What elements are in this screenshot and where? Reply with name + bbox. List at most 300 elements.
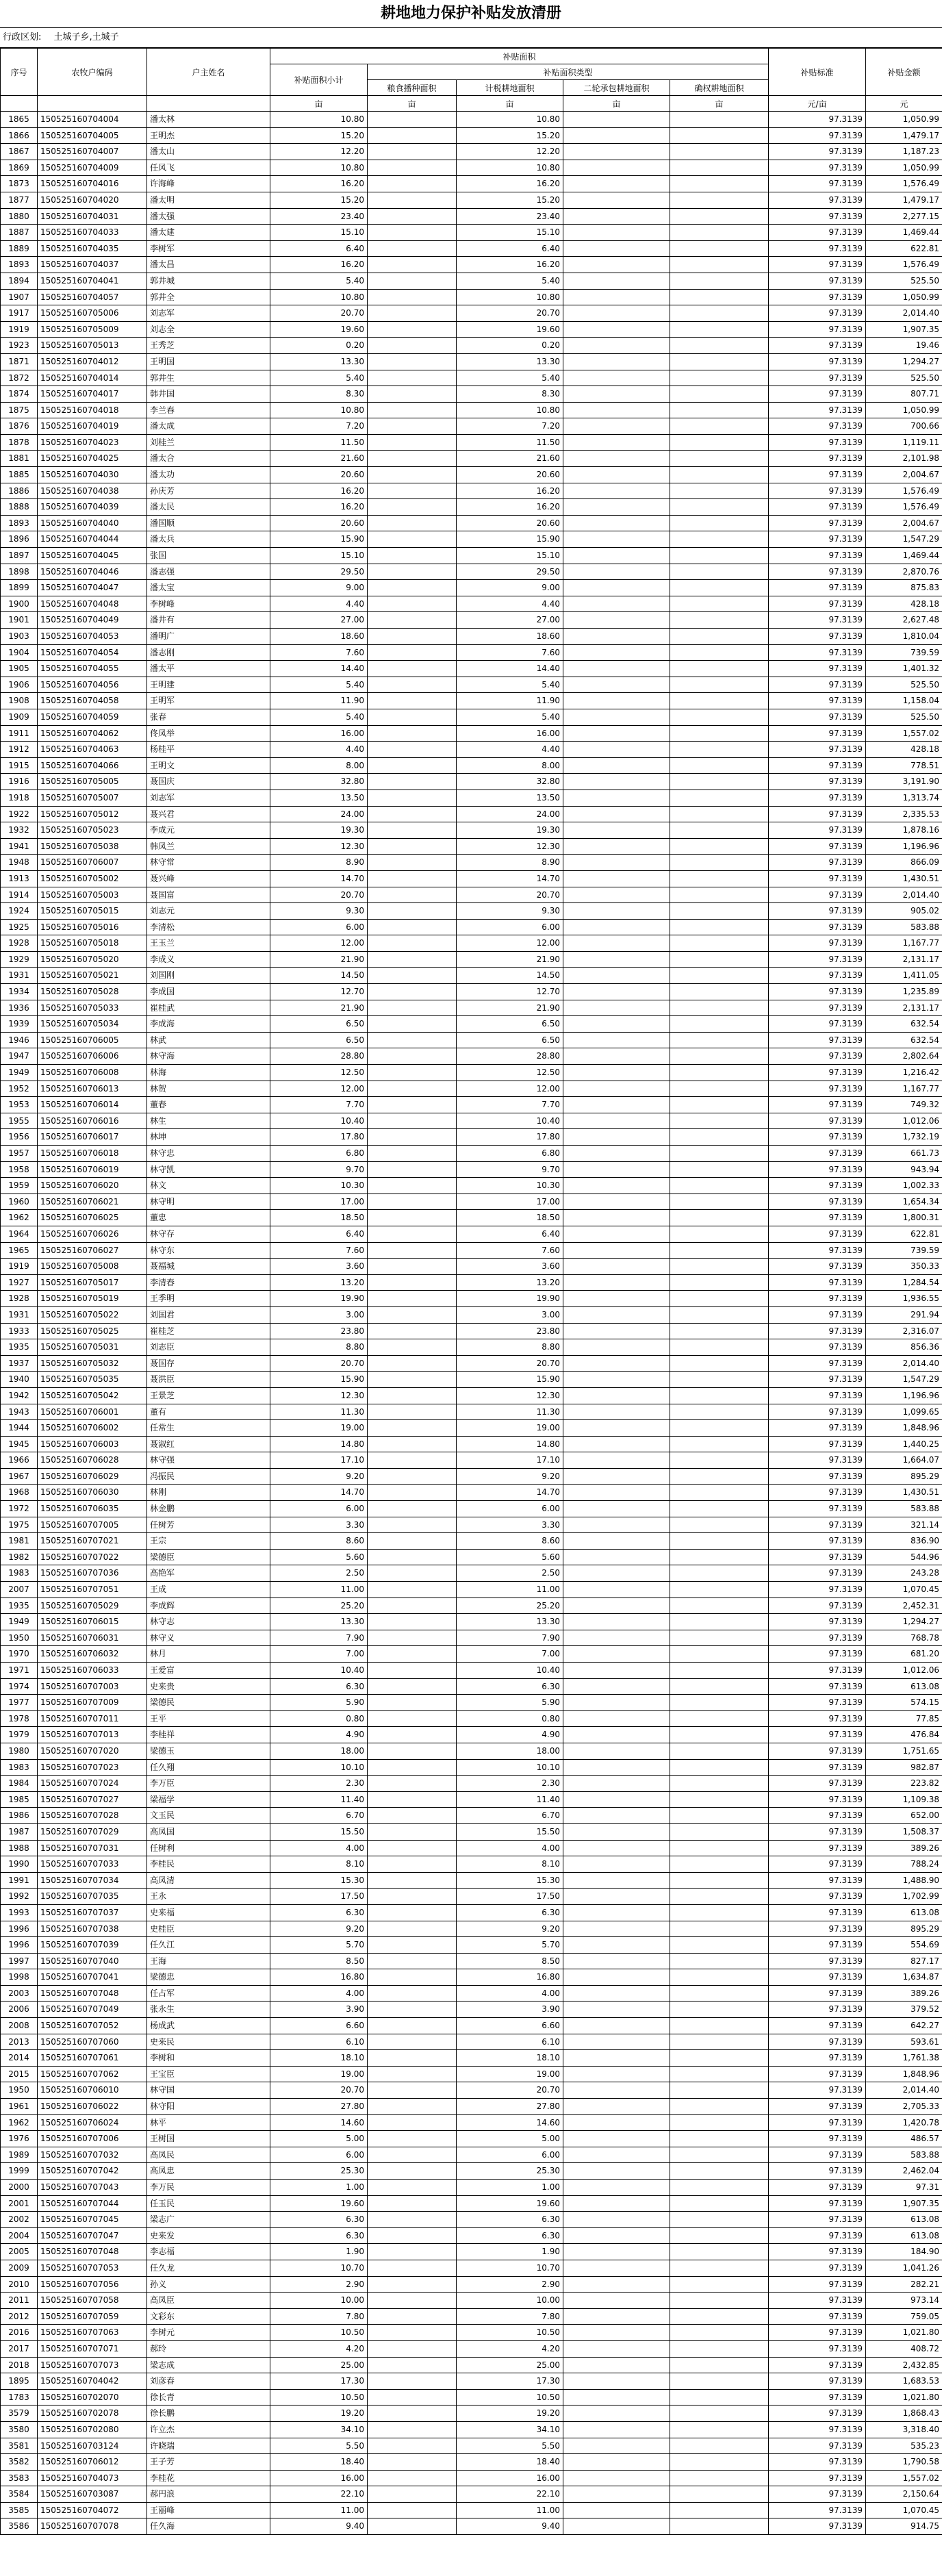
cell-seq: 1970: [1, 1646, 38, 1663]
cell-confirmed-area: [670, 1097, 769, 1113]
cell-area-total: 25.00: [270, 2357, 368, 2373]
cell-sown-area: [368, 1081, 457, 1097]
table-row: [1, 1630, 942, 1646]
cell-taxed-area: 19.60: [457, 321, 563, 338]
cell-contract-area: [563, 1533, 670, 1550]
cell-seq: 1983: [1, 1759, 38, 1776]
cell-contract-area: [563, 1565, 670, 1582]
cell-taxed-area: 15.10: [457, 548, 563, 564]
table-row: [1, 693, 942, 709]
cell-code: 150525160704062: [38, 725, 147, 742]
cell-contract-area: [563, 725, 670, 742]
cell-name: 李万臣: [147, 1776, 270, 1792]
cell-name: 韩凤兰: [147, 838, 270, 855]
cell-contract-area: [563, 1436, 670, 1452]
table-row: [1, 1695, 942, 1711]
cell-code: 150525160706028: [38, 1452, 147, 1469]
cell-area-total: 10.50: [270, 2325, 368, 2341]
cell-name: 刘志军: [147, 790, 270, 806]
cell-taxed-area: 28.80: [457, 1048, 563, 1065]
cell-area-total: 22.10: [270, 2486, 368, 2503]
table-row: [1, 1533, 942, 1550]
cell-name: 文彩东: [147, 2308, 270, 2325]
cell-code: 150525160707071: [38, 2340, 147, 2357]
cell-code: 150525160707059: [38, 2308, 147, 2325]
cell-taxed-area: 5.50: [457, 2438, 563, 2454]
cell-code: 150525160707031: [38, 1840, 147, 1856]
cell-name: 梁德玉: [147, 1743, 270, 1759]
cell-rate: 97.3139: [769, 580, 866, 596]
cell-taxed-area: 5.40: [457, 677, 563, 693]
cell-taxed-area: 19.00: [457, 2066, 563, 2082]
cell-amount: 476.84: [866, 1727, 942, 1743]
cell-rate: 97.3139: [769, 855, 866, 871]
cell-amount: 1,761.38: [866, 2050, 942, 2067]
cell-name: 梁福学: [147, 1791, 270, 1808]
cell-taxed-area: 25.30: [457, 2163, 563, 2180]
cell-code: 150525160705016: [38, 919, 147, 935]
cell-sown-area: [368, 2373, 457, 2390]
cell-amount: 1,664.07: [866, 1452, 942, 1469]
cell-contract-area: [563, 402, 670, 418]
cell-seq: 1934: [1, 984, 38, 1000]
cell-sown-area: [368, 1904, 457, 1921]
cell-sown-area: [368, 2082, 457, 2099]
cell-contract-area: [563, 1840, 670, 1856]
cell-taxed-area: 14.70: [457, 1485, 563, 1501]
table-row: [1, 225, 942, 241]
cell-amount: 632.54: [866, 1032, 942, 1048]
cell-rate: 97.3139: [769, 2018, 866, 2034]
cell-seq: 2017: [1, 2340, 38, 2357]
cell-taxed-area: 1.00: [457, 2180, 563, 2196]
cell-code: 150525160704035: [38, 240, 147, 257]
cell-area-total: 16.20: [270, 257, 368, 273]
table-row: [1, 1306, 942, 1323]
cell-rate: 97.3139: [769, 1372, 866, 1388]
table-row: [1, 1840, 942, 1856]
cell-contract-area: [563, 2099, 670, 2115]
cell-amount: 1,790.58: [866, 2454, 942, 2471]
cell-rate: 97.3139: [769, 790, 866, 806]
cell-name: 崔桂武: [147, 1000, 270, 1016]
cell-area-total: 14.70: [270, 1485, 368, 1501]
cell-confirmed-area: [670, 434, 769, 451]
cell-name: 郝円浪: [147, 2486, 270, 2503]
unit-sown-area: 亩: [368, 96, 457, 112]
cell-taxed-area: 7.60: [457, 644, 563, 661]
cell-seq: 1971: [1, 1663, 38, 1679]
cell-rate: 97.3139: [769, 2276, 866, 2293]
cell-code: 150525160702080: [38, 2421, 147, 2438]
cell-name: 聂福城: [147, 1259, 270, 1275]
table-row: [1, 434, 942, 451]
cell-amount: 768.78: [866, 1630, 942, 1646]
cell-rate: 97.3139: [769, 1097, 866, 1113]
cell-area-total: 16.80: [270, 1969, 368, 1986]
cell-rate: 97.3139: [769, 2518, 866, 2535]
cell-name: 林守东: [147, 1242, 270, 1259]
cell-rate: 97.3139: [769, 1823, 866, 1840]
table-row: [1, 1452, 942, 1469]
cell-name: 王明杰: [147, 127, 270, 144]
cell-confirmed-area: [670, 903, 769, 920]
cell-contract-area: [563, 192, 670, 208]
cell-confirmed-area: [670, 661, 769, 677]
cell-area-total: 17.00: [270, 1194, 368, 1210]
cell-area-total: 6.30: [270, 1904, 368, 1921]
table-row: [1, 483, 942, 499]
cell-code: 150525160704066: [38, 757, 147, 774]
cell-taxed-area: 9.20: [457, 1468, 563, 1485]
cell-taxed-area: 6.00: [457, 1501, 563, 1517]
cell-name: 林贺: [147, 1081, 270, 1097]
cell-contract-area: [563, 289, 670, 305]
cell-code: 150525160707006: [38, 2131, 147, 2147]
cell-confirmed-area: [670, 1533, 769, 1550]
cell-rate: 97.3139: [769, 1420, 866, 1437]
cell-area-total: 16.00: [270, 725, 368, 742]
cell-area-total: 14.50: [270, 968, 368, 984]
cell-area-total: 16.20: [270, 176, 368, 192]
cell-rate: 97.3139: [769, 160, 866, 176]
cell-amount: 389.26: [866, 1985, 942, 2002]
cell-taxed-area: 9.40: [457, 2518, 563, 2535]
cell-amount: 1,576.49: [866, 483, 942, 499]
table-row: [1, 2099, 942, 2115]
cell-sown-area: [368, 225, 457, 241]
cell-rate: 97.3139: [769, 1678, 866, 1695]
cell-area-total: 12.30: [270, 1387, 368, 1404]
cell-contract-area: [563, 1517, 670, 1533]
cell-confirmed-area: [670, 1889, 769, 1905]
cell-contract-area: [563, 1097, 670, 1113]
cell-confirmed-area: [670, 790, 769, 806]
cell-contract-area: [563, 580, 670, 596]
cell-confirmed-area: [670, 1452, 769, 1469]
cell-contract-area: [563, 2227, 670, 2244]
cell-amount: 1,634.87: [866, 1969, 942, 1986]
cell-code: 150525160706005: [38, 1032, 147, 1048]
cell-contract-area: [563, 1161, 670, 1178]
cell-confirmed-area: [670, 2502, 769, 2518]
cell-rate: 97.3139: [769, 531, 866, 548]
cell-area-total: 10.80: [270, 160, 368, 176]
table-row: [1, 1323, 942, 1339]
cell-rate: 97.3139: [769, 1710, 866, 1727]
cell-confirmed-area: [670, 2518, 769, 2535]
cell-confirmed-area: [670, 338, 769, 354]
cell-code: 150525160702078: [38, 2405, 147, 2422]
table-row: [1, 1161, 942, 1178]
cell-amount: 2,462.04: [866, 2163, 942, 2180]
cell-rate: 97.3139: [769, 1404, 866, 1420]
cell-area-total: 18.50: [270, 1210, 368, 1226]
table-row: [1, 1097, 942, 1113]
cell-contract-area: [563, 661, 670, 677]
cell-rate: 97.3139: [769, 2357, 866, 2373]
cell-taxed-area: 10.30: [457, 1178, 563, 1194]
cell-name: 李万民: [147, 2180, 270, 2196]
cell-code: 150525160707036: [38, 1565, 147, 1582]
cell-confirmed-area: [670, 2163, 769, 2180]
cell-amount: 700.66: [866, 418, 942, 435]
cell-confirmed-area: [670, 531, 769, 548]
table-row: [1, 1921, 942, 1937]
cell-code: 150525160707051: [38, 1582, 147, 1598]
cell-sown-area: [368, 531, 457, 548]
region-label: 行政区划:: [3, 32, 42, 42]
cell-code: 150525160705023: [38, 822, 147, 839]
cell-sown-area: [368, 1032, 457, 1048]
cell-sown-area: [368, 2131, 457, 2147]
cell-area-total: 25.30: [270, 2163, 368, 2180]
cell-sown-area: [368, 2502, 457, 2518]
cell-contract-area: [563, 1081, 670, 1097]
table-row: [1, 661, 942, 677]
cell-name: 林刚: [147, 1485, 270, 1501]
cell-contract-area: [563, 1146, 670, 1162]
cell-rate: 97.3139: [769, 434, 866, 451]
cell-name: 林平: [147, 2114, 270, 2131]
cell-confirmed-area: [670, 2002, 769, 2018]
cell-confirmed-area: [670, 305, 769, 322]
cell-sown-area: [368, 273, 457, 289]
cell-seq: 1878: [1, 434, 38, 451]
cell-sown-area: [368, 1565, 457, 1582]
cell-taxed-area: 19.30: [457, 822, 563, 839]
table-row: [1, 2438, 942, 2454]
cell-area-total: 6.70: [270, 1808, 368, 1824]
cell-amount: 622.81: [866, 1226, 942, 1242]
cell-area-total: 3.90: [270, 2002, 368, 2018]
cell-amount: 574.15: [866, 1695, 942, 1711]
cell-confirmed-area: [670, 1549, 769, 1565]
cell-code: 150525160704014: [38, 370, 147, 386]
table-row: [1, 709, 942, 725]
cell-name: 王玉兰: [147, 935, 270, 952]
cell-seq: 1901: [1, 612, 38, 629]
cell-contract-area: [563, 887, 670, 903]
cell-code: 150525160704007: [38, 144, 147, 160]
cell-name: 任树利: [147, 1840, 270, 1856]
cell-code: 150525160706013: [38, 1081, 147, 1097]
cell-amount: 2,014.40: [866, 2082, 942, 2099]
cell-rate: 97.3139: [769, 1565, 866, 1582]
cell-amount: 905.02: [866, 903, 942, 920]
cell-name: 任占军: [147, 1985, 270, 2002]
cell-code: 150525160707024: [38, 1776, 147, 1792]
cell-rate: 97.3139: [769, 1663, 866, 1679]
cell-code: 150525160704056: [38, 677, 147, 693]
cell-contract-area: [563, 1065, 670, 1081]
cell-confirmed-area: [670, 1565, 769, 1582]
table-row: [1, 1904, 942, 1921]
table-row: [1, 1743, 942, 1759]
table-row: [1, 1776, 942, 1792]
cell-contract-area: [563, 1420, 670, 1437]
cell-confirmed-area: [670, 1727, 769, 1743]
cell-confirmed-area: [670, 1048, 769, 1065]
cell-name: 潘太林: [147, 112, 270, 128]
cell-contract-area: [563, 1452, 670, 1469]
cell-taxed-area: 15.90: [457, 1372, 563, 1388]
cell-code: 150525160705029: [38, 1598, 147, 1614]
cell-taxed-area: 4.90: [457, 1727, 563, 1743]
cell-sown-area: [368, 1582, 457, 1598]
cell-contract-area: [563, 499, 670, 516]
cell-amount: 1,284.54: [866, 1274, 942, 1291]
cell-contract-area: [563, 1614, 670, 1630]
cell-area-total: 11.90: [270, 693, 368, 709]
table-row: [1, 2357, 942, 2373]
cell-name: 孙庆芳: [147, 483, 270, 499]
cell-confirmed-area: [670, 451, 769, 467]
cell-contract-area: [563, 1291, 670, 1307]
cell-name: 林守凯: [147, 1161, 270, 1178]
cell-taxed-area: 10.40: [457, 1663, 563, 1679]
cell-code: 150525160707032: [38, 2147, 147, 2163]
cell-name: 潘太成: [147, 418, 270, 435]
cell-amount: 1,469.44: [866, 548, 942, 564]
cell-confirmed-area: [670, 240, 769, 257]
cell-confirmed-area: [670, 289, 769, 305]
cell-name: 梁志广: [147, 2212, 270, 2228]
cell-amount: 544.96: [866, 1549, 942, 1565]
table-row: [1, 273, 942, 289]
cell-sown-area: [368, 2260, 457, 2276]
cell-area-total: 14.80: [270, 1436, 368, 1452]
cell-seq: 1945: [1, 1436, 38, 1452]
cell-rate: 97.3139: [769, 192, 866, 208]
cell-area-total: 4.40: [270, 742, 368, 758]
cell-taxed-area: 6.30: [457, 2227, 563, 2244]
cell-area-total: 14.40: [270, 661, 368, 677]
cell-rate: 97.3139: [769, 806, 866, 822]
cell-code: 150525160705006: [38, 305, 147, 322]
cell-amount: 1,050.99: [866, 160, 942, 176]
cell-sown-area: [368, 2518, 457, 2535]
cell-sown-area: [368, 257, 457, 273]
table-row: [1, 2308, 942, 2325]
cell-taxed-area: 17.00: [457, 1194, 563, 1210]
cell-contract-area: [563, 1582, 670, 1598]
cell-seq: 1998: [1, 1969, 38, 1986]
cell-rate: 97.3139: [769, 1194, 866, 1210]
cell-confirmed-area: [670, 1937, 769, 1954]
cell-area-total: 5.60: [270, 1549, 368, 1565]
cell-taxed-area: 20.60: [457, 467, 563, 483]
cell-confirmed-area: [670, 144, 769, 160]
cell-name: 文玉民: [147, 1808, 270, 1824]
cell-name: 潘井有: [147, 612, 270, 629]
cell-confirmed-area: [670, 1614, 769, 1630]
cell-code: 150525160706026: [38, 1226, 147, 1242]
cell-area-total: 4.00: [270, 1985, 368, 2002]
cell-seq: 2002: [1, 2212, 38, 2228]
cell-name: 王子芳: [147, 2454, 270, 2471]
cell-area-total: 10.80: [270, 289, 368, 305]
cell-contract-area: [563, 1823, 670, 1840]
table-row: [1, 176, 942, 192]
cell-sown-area: [368, 1776, 457, 1792]
cell-name: 许晓瑞: [147, 2438, 270, 2454]
table-row: [1, 112, 942, 128]
table-row: [1, 1953, 942, 1969]
cell-name: 李志福: [147, 2244, 270, 2260]
cell-rate: 97.3139: [769, 644, 866, 661]
col-header-contract-area: 二轮承包耕地面积: [563, 80, 670, 96]
cell-confirmed-area: [670, 1161, 769, 1178]
cell-contract-area: [563, 855, 670, 871]
cell-code: 150525160707037: [38, 1904, 147, 1921]
cell-rate: 97.3139: [769, 2099, 866, 2115]
cell-confirmed-area: [670, 1582, 769, 1598]
cell-confirmed-area: [670, 1226, 769, 1242]
table-row: [1, 2050, 942, 2067]
cell-area-total: 7.60: [270, 1242, 368, 1259]
cell-taxed-area: 6.40: [457, 240, 563, 257]
cell-rate: 97.3139: [769, 2470, 866, 2486]
cell-area-total: 9.40: [270, 2518, 368, 2535]
cell-rate: 97.3139: [769, 515, 866, 531]
cell-confirmed-area: [670, 1032, 769, 1048]
cell-name: 任久海: [147, 2518, 270, 2535]
cell-amount: 914.75: [866, 2518, 942, 2535]
cell-area-total: 16.20: [270, 483, 368, 499]
cell-name: 徐长青: [147, 2389, 270, 2405]
cell-sown-area: [368, 1840, 457, 1856]
table-row: [1, 451, 942, 467]
cell-taxed-area: 18.00: [457, 1743, 563, 1759]
cell-seq: 1986: [1, 1808, 38, 1824]
cell-contract-area: [563, 1129, 670, 1146]
cell-taxed-area: 10.50: [457, 2389, 563, 2405]
cell-area-total: 1.90: [270, 2244, 368, 2260]
cell-area-total: 15.10: [270, 548, 368, 564]
cell-contract-area: [563, 2147, 670, 2163]
cell-sown-area: [368, 451, 457, 467]
cell-taxed-area: 5.40: [457, 273, 563, 289]
cell-sown-area: [368, 2438, 457, 2454]
cell-contract-area: [563, 1468, 670, 1485]
cell-seq: 1928: [1, 1291, 38, 1307]
cell-seq: 1871: [1, 353, 38, 370]
cell-code: 150525160707013: [38, 1727, 147, 1743]
cell-code: 150525160707029: [38, 1823, 147, 1840]
cell-contract-area: [563, 564, 670, 580]
cell-code: 150525160704059: [38, 709, 147, 725]
cell-code: 150525160705012: [38, 806, 147, 822]
cell-amount: 19.46: [866, 338, 942, 354]
cell-contract-area: [563, 2082, 670, 2099]
cell-taxed-area: 7.60: [457, 1242, 563, 1259]
cell-taxed-area: 0.20: [457, 338, 563, 354]
cell-rate: 97.3139: [769, 903, 866, 920]
cell-rate: 97.3139: [769, 1840, 866, 1856]
cell-name: 林守存: [147, 1226, 270, 1242]
table-row: [1, 1663, 942, 1679]
cell-code: 150525160706012: [38, 2454, 147, 2471]
cell-name: 李树和: [147, 2050, 270, 2067]
cell-name: 林坤: [147, 1129, 270, 1146]
cell-rate: 97.3139: [769, 2260, 866, 2276]
table-row: [1, 1129, 942, 1146]
cell-amount: 1,557.02: [866, 2470, 942, 2486]
cell-seq: 1976: [1, 2131, 38, 2147]
subsidy-table: [0, 48, 942, 2535]
cell-name: 刘志元: [147, 903, 270, 920]
